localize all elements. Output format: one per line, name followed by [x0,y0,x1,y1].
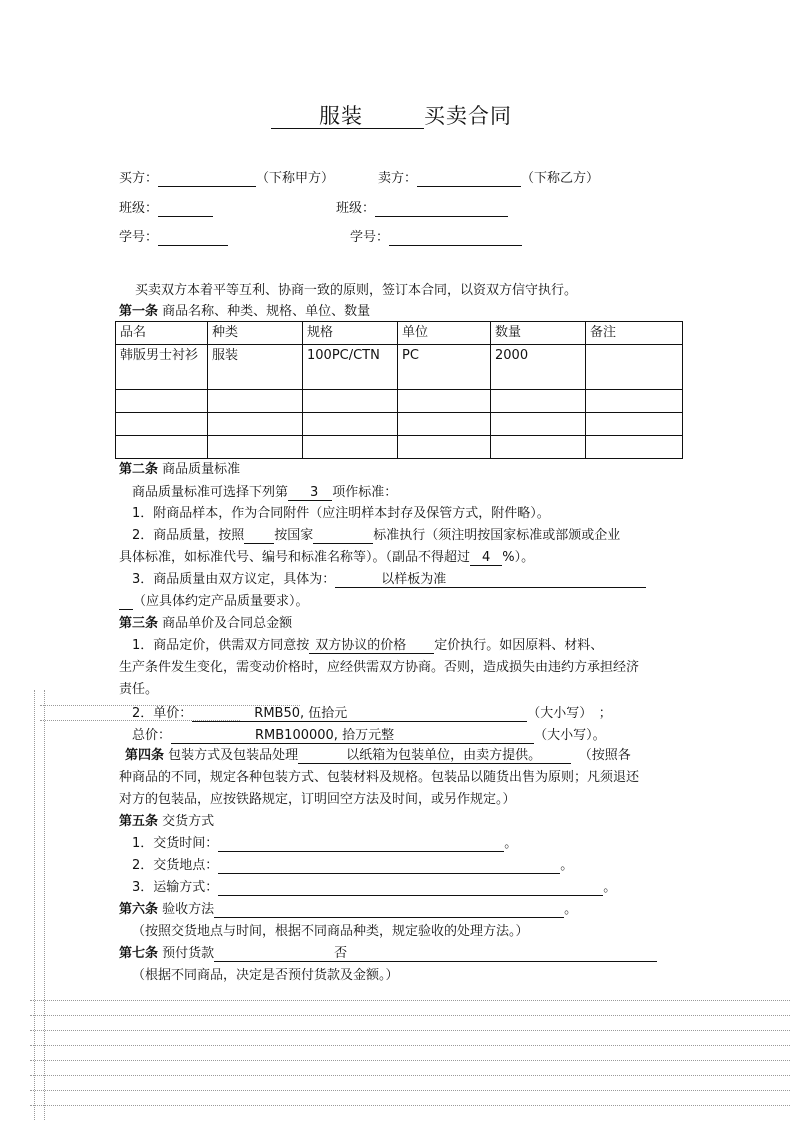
total-price-field[interactable]: RMB100000, 拾万元整 [171,728,534,744]
article2-line5 [132,572,646,588]
text: 按国家 [274,528,314,543]
table-cell[interactable] [491,413,586,436]
national-standard-field[interactable] [313,528,373,544]
article6-note: （按照交货地点与时间，根据不同商品种类，规定验收的处理方法。） [132,924,529,939]
text: 项作标准： [332,485,398,500]
article2-line1 [132,485,397,501]
seller-id-field[interactable] [389,230,522,246]
article7-heading [119,946,657,962]
buyer-class-label: 班级： [119,201,159,216]
seller-label: 卖方： [378,171,418,186]
seller-class-field[interactable] [375,201,508,217]
seller-field[interactable] [417,171,521,187]
quality-agreement-field[interactable]: 以样板为准 [335,572,646,588]
table-cell[interactable]: 2000 [491,345,586,390]
text: 。 [504,836,518,851]
table-cell[interactable] [586,345,683,390]
table-cell[interactable] [398,436,491,459]
transport-line [132,880,616,896]
table-row [116,390,683,413]
buyer-class-line [119,201,213,217]
text: 2．交货地点： [132,858,219,873]
article4-line3: 对方的包装品，应按铁路规定，订明回空方法及时间，或另作规定。） [119,792,516,807]
pricing-basis-field[interactable]: 双方协议的价格 [309,638,434,654]
article2-line3 [132,528,620,544]
article2-line6 [119,594,309,610]
text: 。 [560,858,574,873]
table-cell[interactable] [303,436,398,459]
buyer-id-line [119,230,228,246]
column-header: 品名 [116,322,208,345]
column-header: 种类 [208,322,303,345]
text: 2．商品质量，按照 [132,528,245,543]
blank [119,594,133,610]
delivery-place-field[interactable] [218,858,560,874]
text: 1．商品定价，供需双方同意按 [132,638,310,653]
table-cell[interactable] [303,390,398,413]
defect-limit-field[interactable]: 4 [470,550,502,566]
text: 总价： [132,728,172,743]
article5-title: 交货方式 [162,814,215,829]
column-header: 备注 [586,322,683,345]
article2-line4 [119,550,534,566]
delivery-time-line [132,836,517,852]
table-cell[interactable]: 服装 [208,345,303,390]
article5-heading [119,814,214,830]
goods-table [115,321,683,459]
buyer-note: （下称甲方） [256,171,335,186]
text: 2．单价： [132,706,193,721]
text: %）。 [502,550,535,565]
table-cell[interactable] [398,413,491,436]
table-header-row [116,322,683,345]
column-header: 单位 [398,322,491,345]
text: （应具体约定产品质量要求）。 [133,594,309,609]
article1-heading [119,304,370,320]
table-cell[interactable] [491,436,586,459]
seller-line [378,171,599,187]
text: 。 [603,880,617,895]
quality-option-field[interactable]: 3 [288,485,332,501]
total-price-line [132,728,606,744]
page-title [271,104,512,129]
column-header: 数量 [491,322,586,345]
article7-number: 第七条 [119,946,159,961]
article2-line2: 1．附商品样本，作为合同附件（应注明样本封存及保管方式，附件略）。 [132,506,550,521]
article4-number: 第四条 [125,748,165,763]
buyer-field[interactable] [158,171,256,187]
table-cell[interactable]: 韩版男士衬衫 [116,345,208,390]
article4-line1 [125,748,631,764]
table-cell[interactable] [491,390,586,413]
article3-line1 [132,638,603,654]
table-cell[interactable] [208,436,303,459]
delivery-place-line [132,858,573,874]
article1-number: 第一条 [119,304,159,319]
title-suffix: 买卖合同 [424,104,512,128]
table-cell[interactable] [208,390,303,413]
table-cell[interactable] [303,413,398,436]
text: 3．商品质量由双方议定，具体为： [132,572,336,587]
table-cell[interactable]: PC [398,345,491,390]
article3-heading [119,616,292,632]
article6-heading [119,902,577,918]
table-row [116,345,683,390]
table-row [116,436,683,459]
prepayment-field[interactable]: 否 [214,946,657,962]
article1-title: 商品名称、种类、规格、单位、数量 [162,304,371,319]
article4-title: 包装方式及包装品处理 [168,748,299,763]
delivery-time-field[interactable] [218,836,504,852]
article2-number: 第二条 [119,462,159,477]
buyer-id-label: 学号： [119,230,159,245]
table-cell[interactable] [116,413,208,436]
title-product: 服装 [271,104,369,129]
article5-number: 第五条 [119,814,159,829]
seller-class-line [336,201,508,217]
text: （大小写）。 [534,728,606,743]
article3-number: 第三条 [119,616,159,631]
article2-heading [119,462,240,478]
buyer-class-field[interactable] [158,201,213,217]
table-cell[interactable]: 100PC/CTN [303,345,398,390]
transport-field[interactable] [218,880,603,896]
seller-id-label: 学号： [350,230,390,245]
text: 具体标准，如标准代号、编号和标准名称等）。（副品不得超过 [119,550,471,565]
unit-price-line [132,706,612,722]
table-cell[interactable] [116,390,208,413]
intro-text: 买卖双方本着平等互利、协商一致的原则，签订本合同，以资双方信守执行。 [135,283,578,298]
article2-title: 商品质量标准 [162,462,241,477]
text: 。 [564,902,578,917]
seller-id-line [350,230,522,246]
inspection-field[interactable] [214,902,564,918]
table-cell[interactable] [586,390,683,413]
article3-line2: 生产条件发生变化，需变动价格时，应经供需双方协商。否则，造成损失由违约方承担经济 [119,660,640,675]
article3-title: 商品单价及合同总金额 [162,616,293,631]
table-cell[interactable] [398,390,491,413]
table-cell[interactable] [116,436,208,459]
article6-title: 验收方法 [162,902,215,917]
buyer-id-field[interactable] [158,230,228,246]
quality-basis-field[interactable] [244,528,274,544]
table-cell[interactable] [208,413,303,436]
text: （按照各 [585,748,631,763]
text: 1．交货时间： [132,836,219,851]
unit-price-field[interactable]: RMB50, 伍拾元 [192,706,527,722]
article7-title: 预付货款 [162,946,215,961]
seller-class-label: 班级： [336,201,376,216]
buyer-label: 买方： [119,171,159,186]
text: 标准执行（须注明按国家标准或部颁或企业 [373,528,621,543]
packaging-field[interactable]: 以纸箱为包装单位，由卖方提供。 [298,748,571,764]
table-cell[interactable] [586,413,683,436]
article3-line3: 责任。 [119,682,159,697]
text: 3．运输方式： [132,880,219,895]
column-header: 规格 [303,322,398,345]
table-row [116,413,683,436]
buyer-line [119,171,334,187]
title-blank [369,108,424,129]
text: 商品质量标准可选择下列第 [132,485,289,500]
article4-line2: 种商品的不同，规定各种包装方式、包装材料及规格。包装品以随货出售为原则；凡须退还 [119,770,640,785]
article7-note: （根据不同商品，决定是否预付货款及金额。） [132,968,399,983]
article6-number: 第六条 [119,902,159,917]
text: 定价执行。如因原料、材料、 [434,638,604,653]
seller-note: （下称乙方） [521,171,600,186]
table-cell[interactable] [586,436,683,459]
text: （大小写） ； [527,706,612,721]
